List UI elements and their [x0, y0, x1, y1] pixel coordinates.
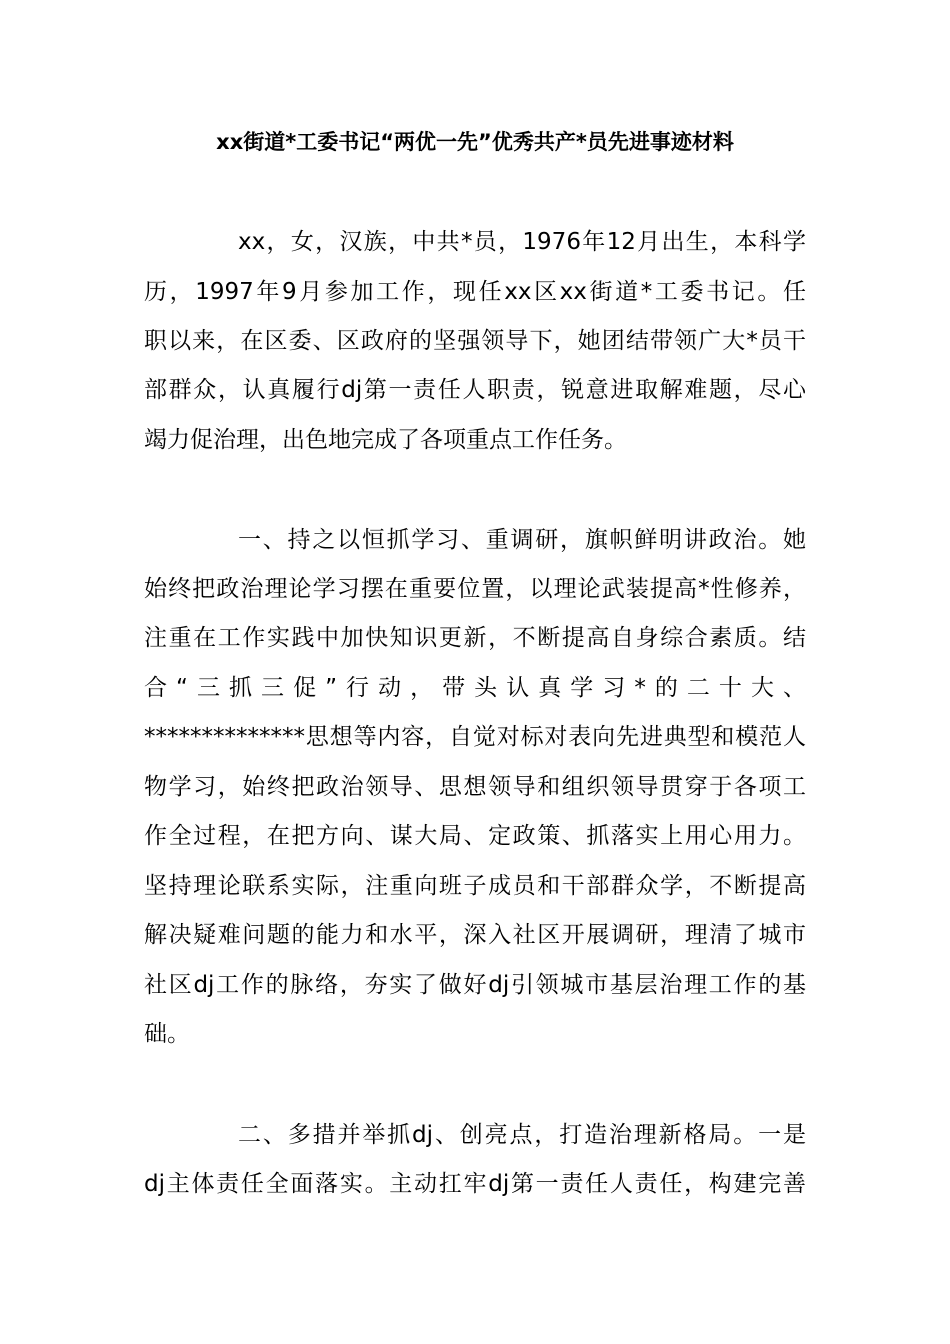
paragraph-line: 物学习，始终把政治领导、思想领导和组织领导贯穿于各项工 [144, 774, 806, 800]
paragraph-line: 注重在工作实践中加快知识更新，不断提高自身综合素质。结 [144, 625, 806, 651]
paragraph-line: xx，女，汉族，中共*员，1976年12月出生，本科学 [238, 229, 806, 255]
paragraph-line: 础。 [144, 1021, 190, 1047]
paragraph-line: 解决疑难问题的能力和水平，深入社区开展调研，理清了城市 [144, 922, 806, 948]
paragraph-line: 合“三抓三促”行动，带头认真学习*的二十大、 [144, 675, 806, 701]
paragraph-line: dj主体责任全面落实。主动扛牢dj第一责任人责任，构建完善 [144, 1171, 806, 1197]
paragraph-line: 历，1997年9月参加工作，现任xx区xx街道*工委书记。任 [144, 279, 806, 305]
paragraph-line: 部群众，认真履行dj第一责任人职责，锐意进取解难题，尽心 [144, 377, 806, 403]
paragraph-line: **************思想等内容，自觉对标对表向先进典型和模范人 [144, 724, 806, 750]
paragraph-line: 社区dj工作的脉络，夯实了做好dj引领城市基层治理工作的基 [144, 972, 806, 998]
paragraph-line: 坚持理论联系实际，注重向班子成员和干部群众学，不断提高 [144, 873, 806, 899]
paragraph-line: 竭力促治理，出色地完成了各项重点工作任务。 [144, 427, 627, 453]
document-title: xx街道*工委书记“两优一先”优秀共产*员先进事迹材料 [216, 130, 734, 154]
paragraph-line: 作全过程，在把方向、谋大局、定政策、抓落实上用心用力。 [144, 823, 806, 849]
paragraph-line: 职以来，在区委、区政府的坚强领导下，她团结带领广大*员干 [144, 328, 806, 354]
paragraph-line: 始终把政治理论学习摆在重要位置，以理论武装提高*性修养， [144, 576, 806, 602]
section-heading-line: 二、多措并举抓dj、创亮点，打造治理新格局。一是 [238, 1122, 806, 1148]
section-heading-line: 一、持之以恒抓学习、重调研，旗帜鲜明讲政治。她 [238, 527, 806, 553]
